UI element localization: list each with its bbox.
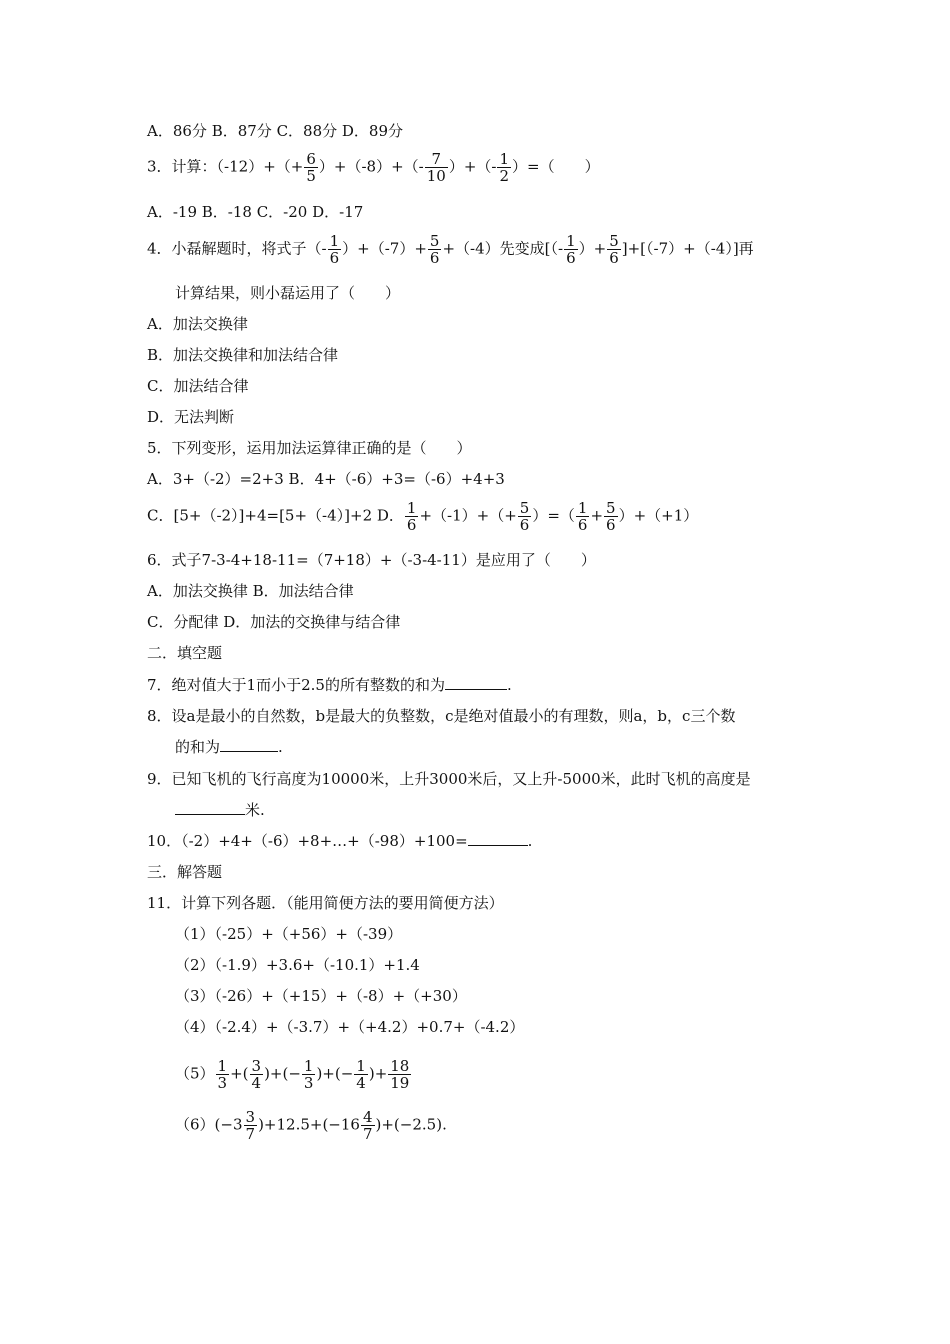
q5-part: ）+（+1）	[618, 506, 699, 525]
answer-blank[interactable]	[220, 737, 278, 752]
answer-blank[interactable]	[175, 800, 245, 815]
q5-stem: 5．下列变形，运用加法运算律正确的是（ ）	[147, 439, 472, 457]
q4-part: +（-4）先变成[（-	[442, 239, 564, 258]
q11-sub2: （2）（-1.9）+3.6+（-10.1）+1.4	[175, 956, 420, 974]
q4-part: ]+[（-7）+（-4）]再	[621, 239, 754, 258]
q10-text: 10．（-2）+4+（-6）+8+…+（-98）+100=	[147, 832, 468, 850]
q3-part: ）+（-8）+（-	[318, 157, 424, 176]
q8-end: .	[278, 738, 283, 756]
q6-stem: 6．式子7-3-4+18-11=（7+18）+（-3-4-11）是应用了（ ）	[147, 551, 596, 569]
q10-end: .	[527, 832, 533, 850]
fraction: $\frac{6}{5}$	[306, 150, 316, 185]
q5-part: ）=（	[532, 506, 575, 525]
q11-sub1: （1）（-25）+（+56）+（-39）	[175, 925, 403, 943]
fraction: $\frac{1}{6}$	[406, 499, 417, 534]
q5-part: C．[5+（-2）]+4=[5+（-4）]+2 D．	[147, 506, 404, 525]
q8-text: 的和为	[175, 738, 221, 756]
q7-text: 7．绝对值大于1而小于2.5的所有整数的和为	[147, 676, 445, 694]
q11-sub6-label: （6）(−3	[175, 1115, 243, 1134]
q11-sub5-label: （5）	[175, 1064, 215, 1083]
fraction: $\frac{1}{2}$	[499, 150, 509, 185]
fraction: $\frac{1}{6}$	[329, 232, 340, 267]
fraction: $\frac{5}{6}$	[606, 499, 616, 534]
answer-blank[interactable]	[468, 831, 528, 846]
fraction: $\frac{5}{6}$	[519, 499, 530, 534]
q8-line2	[175, 737, 283, 757]
q5-part: +（-1）+（+	[419, 506, 517, 525]
q3-part: ）+（-	[448, 157, 497, 176]
fraction: $\frac{3}{7}$	[245, 1108, 256, 1143]
q4-option-b: B．加法交换律和加法结合律	[147, 346, 339, 364]
q2-options: A．86分 B．87分 C．88分 D．89分	[147, 122, 404, 140]
section-fill-in-heading: 二．填空题	[147, 644, 223, 662]
q7-end: .	[506, 676, 512, 694]
q3-number: 3．计算：	[147, 157, 217, 176]
q11-sub4: （4）（-2.4）+（-3.7）+（+4.2）+0.7+（-4.2）	[175, 1018, 525, 1036]
fraction: $\frac{1}{6}$	[577, 499, 588, 534]
q4-option-d: D．无法判断	[147, 408, 235, 426]
q5-options-cd	[147, 500, 698, 533]
q9-line1: 9．已知飞机的飞行高度为10000米，上升3000米后，又上升-5000米，此时飞机的高度是	[147, 770, 751, 788]
q11-part: )+(−2.5).	[375, 1115, 447, 1134]
q11-sub5	[175, 1058, 412, 1091]
q11-part: )+(−	[264, 1064, 301, 1083]
fraction: $\frac{5}{6}$	[609, 232, 619, 267]
q11-part: )+(−	[316, 1064, 354, 1083]
q3-options: A．-19 B．-18 C．-20 D．-17	[147, 203, 364, 221]
q4-option-c: C．加法结合律	[147, 377, 249, 395]
q3-part: ）=（ ）	[512, 157, 600, 176]
q6-options-cd: C．分配律 D．加法的交换律与结合律	[147, 613, 401, 631]
answer-blank[interactable]	[445, 675, 507, 690]
q3-expression	[147, 151, 600, 184]
q4-part: 4．小磊解题时，将式子（-	[147, 239, 327, 258]
q4-option-a: A．加法交换律	[147, 315, 248, 333]
q11-part: )+12.5+(−16	[258, 1115, 360, 1134]
fraction: $\frac{7}{10}$	[426, 150, 446, 185]
fraction: $\frac{4}{7}$	[362, 1108, 373, 1143]
fraction: $\frac{1}{6}$	[566, 232, 576, 267]
q11-stem: 11．计算下列各题．（能用简便方法的要用简便方法）	[147, 894, 504, 912]
fraction: $\frac{5}{6}$	[429, 232, 440, 267]
q7	[147, 675, 512, 695]
q6-options-ab: A．加法交换律 B．加法结合律	[147, 582, 354, 600]
q10	[147, 831, 532, 851]
fraction: $\frac{1}{3}$	[303, 1057, 314, 1092]
q11-part: +(	[230, 1064, 249, 1083]
q9-line2	[175, 800, 265, 820]
q9-end: 米.	[245, 801, 265, 819]
q8-line1: 8．设a是最小的自然数，b是最大的负整数，c是绝对值最小的有理数，则a，b，c三个数	[147, 707, 736, 725]
fraction: $\frac{1}{4}$	[356, 1057, 366, 1092]
fraction: $\frac{18}{19}$	[390, 1057, 410, 1092]
q11-part: )+	[368, 1064, 388, 1083]
q4-stem-line2: 计算结果，则小磊运用了（ ）	[175, 284, 401, 302]
fraction: $\frac{3}{4}$	[251, 1057, 262, 1092]
q11-sub6	[175, 1109, 447, 1142]
section-solve-heading: 三．解答题	[147, 863, 223, 881]
q11-sub3: （3）（-26）+（+15）+（-8）+（+30）	[175, 987, 467, 1005]
q4-part: ）+（-7）+	[342, 239, 427, 258]
q4-stem-line1	[147, 233, 754, 266]
fraction: $\frac{1}{3}$	[217, 1057, 228, 1092]
q3-part: （-12）+（+	[216, 157, 304, 176]
q5-part: +	[590, 506, 604, 525]
q5-options-ab: A．3+（-2）=2+3 B．4+（-6）+3=（-6）+4+3	[147, 470, 505, 488]
q4-part: ）+	[578, 239, 607, 258]
